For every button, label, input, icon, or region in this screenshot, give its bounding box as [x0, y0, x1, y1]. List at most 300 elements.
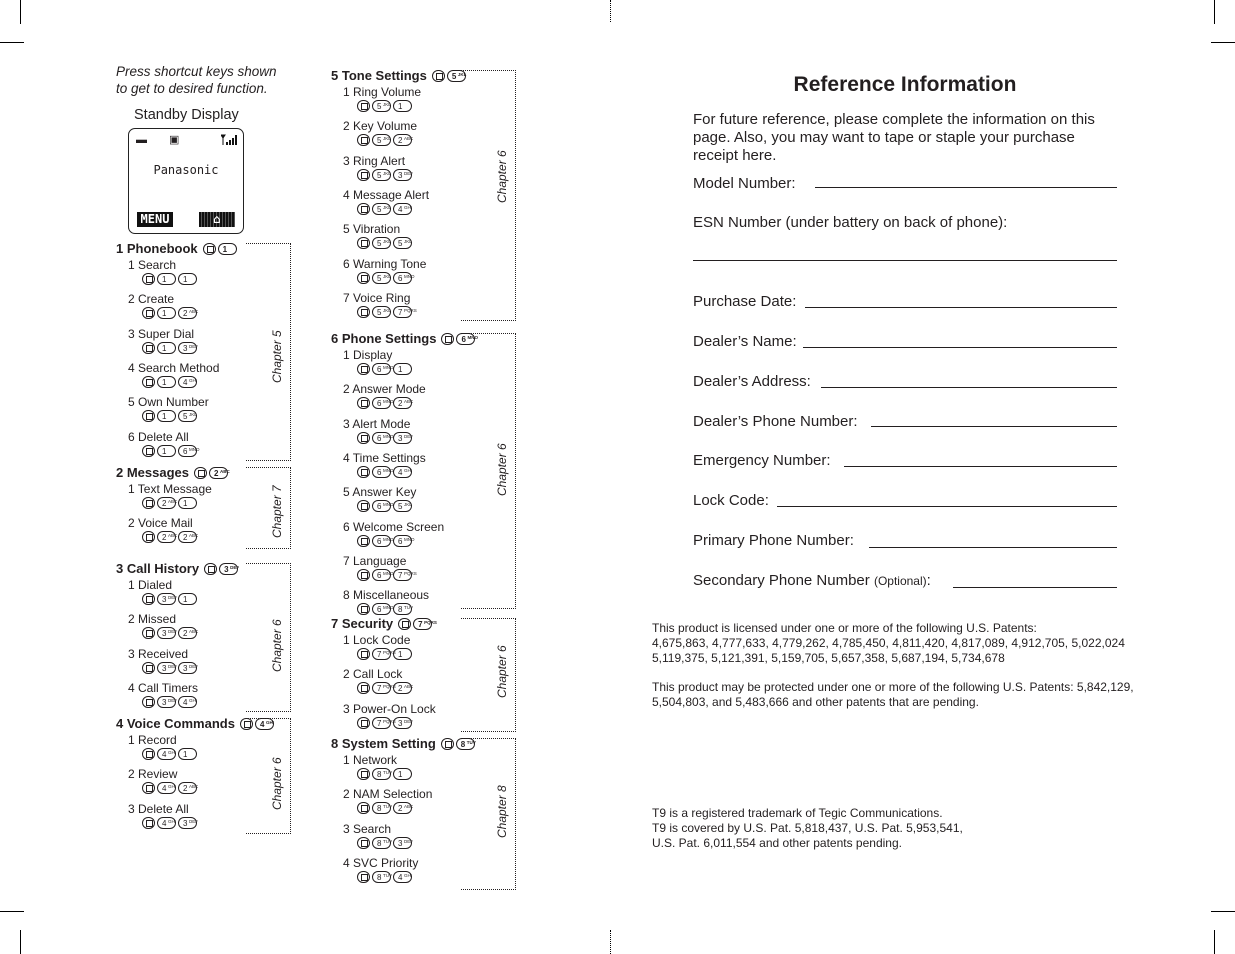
- shortcut-keys: [142, 627, 197, 639]
- patent-notice: This product is licensed under one or more of the following U.S. Patents: 4,675,863, 4,777,633, 4,779,262, 4,785,450, 4,811,420, 4,817,089, 4,912,705, 5,022,024 5,119,375, 5,121,391, 5,159,705, 5,657,358, 5,687,194, 5,734,678 This product may be protected under one or more of the following U.S. Patents: 5,842,129, 5,504,803, and 5,483,666 and other patents that are pending.: [652, 621, 1134, 709]
- key-6-icon: 6 MNO: [393, 272, 412, 284]
- menu-item-label: 3 Alert Mode: [343, 416, 411, 431]
- t9-notice: T9 is a registered trademark of Tegic Communications. T9 is covered by U.S. Pat. 5,818,437, U.S. Pat. 5,953,541, U.S. Pat. 6,011,554 and other patents pending.: [652, 806, 963, 850]
- menu-key-icon: [357, 134, 370, 146]
- key-1-icon: 1: [178, 273, 197, 285]
- menu-heading: [331, 736, 475, 751]
- menu-heading: [116, 561, 238, 576]
- menu-heading-label: 3 Call History: [116, 561, 200, 576]
- service-icon: ▣: [169, 134, 180, 146]
- reference-intro: For future reference, please complete the information on this page. Also, you may want to tape or staple your purchase receipt here.: [693, 111, 1095, 164]
- shortcut-keys: [357, 432, 412, 444]
- key-7-icon: 7 PQRS: [393, 306, 412, 318]
- key-3-icon: 3 DEF: [157, 696, 176, 708]
- menu-item: [343, 257, 426, 284]
- key-1-icon: 1: [393, 100, 412, 112]
- chapter-bracket: [246, 563, 291, 712]
- menu-item: [128, 516, 197, 543]
- menu-item-label: 3 Delete All: [128, 801, 189, 816]
- shortcut-keys: [142, 445, 200, 457]
- key-6-icon: 6 MNO: [372, 432, 391, 444]
- menu-item-label: 6 Delete All: [128, 429, 189, 444]
- menu-item: [343, 667, 412, 694]
- blank-line[interactable]: [777, 506, 1117, 507]
- menu-item-label: 4 Call Timers: [128, 680, 199, 695]
- signal-strength-icon: [221, 134, 237, 145]
- menu-key-icon: [142, 376, 155, 388]
- menu-heading-label: 5 Tone Settings: [331, 68, 427, 83]
- menu-key-icon: [357, 569, 370, 581]
- menu-item: [128, 395, 209, 422]
- key-1-icon: 1: [178, 497, 197, 509]
- shortcut-keys: [357, 272, 426, 284]
- menu-key-icon: [142, 273, 155, 285]
- menu-item-label: 7 Language: [343, 553, 407, 568]
- menu-heading: [116, 241, 237, 256]
- field-label: Dealer’s Phone Number:: [693, 413, 858, 430]
- shortcut-keys: [142, 342, 197, 354]
- shortcut-keys: [142, 662, 197, 674]
- menu-heading: [331, 616, 437, 631]
- blank-line[interactable]: [953, 587, 1117, 588]
- shortcut-keys: [204, 563, 238, 575]
- menu-key-icon: [357, 100, 370, 112]
- key-4-icon: 4 GHI: [157, 817, 176, 829]
- lock-code-field: [693, 492, 769, 509]
- menu-item-label: 5 Own Number: [128, 395, 209, 410]
- chapter-label: Chapter 5: [270, 330, 284, 383]
- menu-item-label: 5 Vibration: [343, 222, 401, 237]
- blank-line[interactable]: [693, 260, 1117, 261]
- field-label: Dealer’s Address:: [693, 373, 811, 390]
- standby-display-label: Standby Display: [134, 107, 239, 123]
- key-6-icon: 6 MNO: [372, 500, 391, 512]
- key-1-icon: 1: [157, 342, 176, 354]
- key-7-icon: 7 PQRS: [393, 569, 412, 581]
- crop-mark: [1211, 911, 1235, 912]
- menu-item: [343, 382, 426, 409]
- menu-item-label: 4 SVC Priority: [343, 855, 419, 870]
- menu-key-icon: [441, 738, 454, 750]
- menu-item: [128, 767, 197, 794]
- key-7-icon: 7 PQRS: [372, 682, 391, 694]
- purchase-date-field: [693, 293, 796, 310]
- menu-item: [343, 85, 421, 112]
- menu-item-label: 1 Text Message: [128, 482, 212, 496]
- menu-key-icon: [142, 662, 155, 674]
- key-4-icon: 4 GHI: [178, 696, 197, 708]
- field-label: Purchase Date:: [693, 293, 797, 310]
- field-colon: :: [926, 572, 931, 589]
- key-8-icon: 8 TUV: [372, 837, 391, 849]
- menu-key-icon: [142, 696, 155, 708]
- menu-key-icon: [203, 243, 216, 255]
- menu-item: [128, 802, 197, 829]
- menu-key-icon: [142, 782, 155, 794]
- field-label: Model Number:: [693, 175, 796, 192]
- chapter-bracket: [246, 467, 291, 549]
- dealer-phone-field: [693, 413, 858, 430]
- menu-key-icon: [357, 535, 370, 547]
- key-4-icon: 4 GHI: [393, 203, 412, 215]
- key-6-icon: 6 MNO: [372, 569, 391, 581]
- key-5-icon: 5 JKL: [372, 203, 391, 215]
- menu-item-label: 2 Create: [128, 292, 175, 307]
- shortcut-keys: [357, 603, 429, 615]
- key-6-icon: 6 MNO: [456, 333, 475, 345]
- blank-line[interactable]: [869, 547, 1117, 548]
- menu-item: [128, 647, 197, 674]
- menu-item: [128, 612, 197, 639]
- menu-heading-label: 1 Phonebook: [116, 241, 198, 256]
- key-5-icon: 5 JKL: [372, 237, 391, 249]
- key-3-icon: 3 DEF: [393, 432, 412, 444]
- chapter-bracket: [246, 243, 291, 461]
- menu-heading-label: 4 Voice Commands: [116, 716, 235, 731]
- shortcut-keys: [357, 134, 417, 146]
- field-label: ESN Number (under battery on back of phone):: [693, 214, 1008, 231]
- menu-item: [343, 290, 417, 318]
- chapter-label: Chapter 6: [270, 619, 284, 672]
- shortcut-keys: [357, 648, 412, 660]
- crop-mark: [1214, 930, 1215, 954]
- menu-item-label: 8 Miscellaneous: [343, 588, 430, 603]
- key-5-icon: 5 JKL: [447, 70, 466, 82]
- menu-heading-label: 2 Messages: [116, 465, 189, 480]
- shortcut-keys: [357, 569, 417, 581]
- key-3-icon: 3 DEF: [157, 662, 176, 674]
- shortcut-keys: [357, 363, 412, 375]
- menu-item: [343, 588, 429, 615]
- menu-key-icon: [357, 500, 370, 512]
- chapter-label: Chapter 6: [495, 645, 509, 698]
- menu-item-label: 3 Received: [128, 646, 189, 661]
- key-6-icon: 6 MNO: [372, 466, 391, 478]
- blank-line[interactable]: [815, 187, 1117, 188]
- menu-item-label: 1 Display: [343, 348, 393, 362]
- optional-note: (Optional): [873, 574, 927, 588]
- key-4-icon: 4 GHI: [157, 782, 176, 794]
- page-title: Reference Information: [793, 73, 1017, 96]
- shortcut-keys: [357, 100, 421, 112]
- crop-mark: [20, 0, 21, 24]
- menu-key-icon: [357, 603, 370, 615]
- standby-display: [128, 128, 244, 234]
- menu-key-icon: [357, 306, 370, 318]
- blank-line[interactable]: [821, 387, 1117, 388]
- menu-key-icon: [357, 802, 370, 814]
- menu-item-label: 1 Lock Code: [343, 633, 411, 647]
- key-1-icon: 1: [157, 445, 176, 457]
- shortcut-keys: [357, 237, 412, 249]
- chapter-bracket: [246, 718, 291, 834]
- shortcut-keys: [142, 782, 197, 794]
- key-3-icon: 3 DEF: [178, 662, 197, 674]
- key-5-icon: 5 JKL: [372, 100, 391, 112]
- menu-key-icon: [142, 410, 155, 422]
- menu-key-icon: [142, 497, 155, 509]
- menu-key-icon: [357, 169, 370, 181]
- menu-heading-label: 6 Phone Settings: [331, 331, 437, 346]
- shortcut-keys: [357, 306, 417, 318]
- menu-item-label: 2 Answer Mode: [343, 382, 426, 397]
- menu-item: [343, 822, 412, 849]
- menu-item: [343, 633, 412, 660]
- blank-line[interactable]: [805, 307, 1117, 308]
- key-8-icon: 8 TUV: [372, 802, 391, 814]
- key-2-icon: 2 ABC: [178, 531, 197, 543]
- menu-key-icon: [142, 531, 155, 543]
- battery-icon: ▬: [136, 134, 147, 146]
- field-label: Dealer’s Name:: [693, 333, 797, 350]
- key-1-icon: 1: [178, 593, 197, 605]
- menu-item-label: 6 Welcome Screen: [343, 519, 445, 534]
- shortcut-keys: [142, 531, 197, 543]
- menu-item: [343, 154, 412, 181]
- key-3-icon: 3 DEF: [393, 169, 412, 181]
- menu-item: [128, 681, 198, 708]
- crop-mark: [20, 930, 21, 954]
- shortcut-keys: [357, 169, 412, 181]
- menu-key-icon: [357, 717, 370, 729]
- menu-item-label: 6 Warning Tone: [343, 256, 427, 271]
- fold-mark: [610, 0, 611, 22]
- phonebook-softkey-icon: ⌂: [199, 212, 235, 227]
- menu-heading: [331, 331, 478, 346]
- chapter-label: Chapter 7: [270, 485, 284, 538]
- key-3-icon: 3 DEF: [178, 817, 197, 829]
- menu-key-icon: [142, 627, 155, 639]
- menu-item-label: 4 Time Settings: [343, 450, 426, 465]
- shortcut-keys: [357, 535, 444, 547]
- shortcut-keys: [142, 307, 197, 319]
- shortcut-keys: [357, 682, 412, 694]
- key-6-icon: 6 MNO: [372, 363, 391, 375]
- shortcut-keys: [357, 717, 436, 729]
- key-2-icon: 2 ABC: [157, 497, 176, 509]
- key-5-icon: 5 JKL: [372, 306, 391, 318]
- menu-item: [343, 417, 412, 444]
- key-2-icon: 2 ABC: [157, 531, 176, 543]
- key-7-icon: 7 PQRS: [372, 717, 391, 729]
- fold-mark: [610, 930, 611, 954]
- key-2-icon: 2 ABC: [178, 307, 197, 319]
- menu-item-label: 1 Search: [128, 258, 177, 272]
- crop-mark: [0, 911, 24, 912]
- menu-item-label: 1 Dialed: [128, 578, 173, 592]
- key-5-icon: 5 JKL: [372, 134, 391, 146]
- key-6-icon: 6 MNO: [178, 445, 197, 457]
- menu-item: [343, 520, 444, 547]
- menu-item-label: 2 Call Lock: [343, 667, 403, 682]
- field-label: Emergency Number:: [693, 452, 831, 469]
- key-3-icon: 3 DEF: [178, 342, 197, 354]
- menu-item-label: 3 Ring Alert: [343, 153, 406, 168]
- chapter-label: Chapter 6: [270, 757, 284, 810]
- key-1-icon: 1: [178, 748, 197, 760]
- menu-item-label: 3 Search: [343, 821, 392, 836]
- key-1-icon: 1: [393, 363, 412, 375]
- menu-item-label: 1 Record: [128, 733, 177, 747]
- key-4-icon: 4 GHI: [393, 466, 412, 478]
- key-3-icon: 3 DEF: [157, 593, 176, 605]
- menu-item-label: 2 NAM Selection: [343, 787, 433, 802]
- key-4-icon: 4 GHI: [255, 718, 274, 730]
- menu-item: [128, 733, 197, 760]
- menu-item: [343, 753, 412, 780]
- blank-line[interactable]: [844, 466, 1117, 467]
- key-3-icon: 3 DEF: [393, 717, 412, 729]
- menu-item-label: 2 Key Volume: [343, 119, 418, 134]
- key-1-icon: 1: [157, 376, 176, 388]
- menu-key-icon: [357, 682, 370, 694]
- key-7-icon: 7 PQRS: [413, 618, 432, 630]
- key-4-icon: 4 GHI: [393, 871, 412, 883]
- menu-heading-label: 7 Security: [331, 616, 394, 631]
- menu-item: [128, 361, 219, 388]
- key-6-icon: 6 MNO: [393, 535, 412, 547]
- shortcut-keys: [142, 273, 197, 285]
- menu-item: [128, 258, 197, 285]
- key-6-icon: 6 MNO: [372, 603, 391, 615]
- menu-key-icon: [142, 445, 155, 457]
- menu-key-icon: [357, 237, 370, 249]
- key-5-icon: 5 JKL: [372, 272, 391, 284]
- menu-key-icon: [142, 748, 155, 760]
- key-1-icon: 1: [157, 307, 176, 319]
- dealer-name-field: [693, 333, 797, 350]
- model-number-field: [693, 175, 796, 192]
- esn-number-field: [693, 214, 1007, 231]
- key-2-icon: 2 ABC: [178, 782, 197, 794]
- key-8-icon: 8 TUV: [393, 603, 412, 615]
- crop-mark: [1214, 0, 1215, 24]
- menu-key-icon: [357, 466, 370, 478]
- shortcut-keys: [142, 748, 197, 760]
- menu-item: [343, 348, 412, 375]
- menu-item-label: 1 Ring Volume: [343, 85, 422, 99]
- shortcut-keys: [142, 817, 197, 829]
- key-6-icon: 6 MNO: [372, 535, 391, 547]
- shortcut-keys: [203, 243, 237, 255]
- menu-item: [343, 119, 417, 146]
- shortcut-keys: [142, 593, 197, 605]
- menu-item: [343, 856, 418, 883]
- menu-key-icon: [357, 871, 370, 883]
- key-3-icon: 3 DEF: [157, 627, 176, 639]
- menu-item: [343, 787, 432, 814]
- menu-item: [128, 578, 197, 605]
- menu-key-icon: [441, 333, 454, 345]
- key-2-icon: 2 ABC: [393, 397, 412, 409]
- menu-item: [343, 188, 429, 215]
- field-label: Lock Code:: [693, 492, 769, 509]
- menu-key-icon: [142, 342, 155, 354]
- menu-item: [343, 451, 426, 478]
- menu-item-label: 5 Answer Key: [343, 485, 417, 500]
- menu-item: [128, 292, 197, 319]
- blank-line[interactable]: [803, 347, 1117, 348]
- menu-key-icon: [398, 618, 411, 630]
- key-8-icon: 8 TUV: [372, 871, 391, 883]
- field-label: Primary Phone Number:: [693, 532, 854, 549]
- menu-key-icon: [357, 837, 370, 849]
- primary-phone-field: [693, 532, 854, 549]
- key-2-icon: 2 ABC: [393, 134, 412, 146]
- menu-item: [128, 429, 200, 457]
- menu-item: [343, 553, 417, 581]
- key-5-icon: 5 JKL: [393, 237, 412, 249]
- menu-item-label: 2 Missed: [128, 612, 177, 627]
- menu-item-label: 4 Message Alert: [343, 187, 430, 202]
- menu-key-icon: [357, 397, 370, 409]
- menu-item: [343, 702, 436, 729]
- key-7-icon: 7 PQRS: [372, 648, 391, 660]
- menu-softkey: MENU: [137, 212, 173, 227]
- key-4-icon: 4 GHI: [157, 748, 176, 760]
- key-8-icon: 8 TUV: [372, 768, 391, 780]
- menu-item-label: 3 Super Dial: [128, 326, 195, 341]
- key-2-icon: 2 ABC: [209, 467, 228, 479]
- key-5-icon: 5 JKL: [372, 169, 391, 181]
- shortcut-keys: [357, 397, 426, 409]
- blank-line[interactable]: [871, 426, 1117, 427]
- menu-item-label: 3 Power-On Lock: [343, 701, 436, 716]
- menu-item-label: 2 Review: [128, 767, 178, 782]
- shortcut-keys: [142, 410, 209, 422]
- shortcut-keys: [357, 802, 432, 814]
- key-4-icon: 4 GHI: [178, 376, 197, 388]
- secondary-phone-field: [693, 572, 931, 589]
- key-2-icon: 2 ABC: [178, 627, 197, 639]
- shortcut-keys: [142, 696, 198, 708]
- chapter-label: Chapter 6: [495, 150, 509, 203]
- key-2-icon: 2 ABC: [393, 802, 412, 814]
- menu-item: [128, 482, 212, 509]
- emergency-number-field: [693, 452, 831, 469]
- menu-key-icon: [142, 307, 155, 319]
- menu-item: [128, 327, 197, 354]
- menu-item: [343, 485, 416, 512]
- menu-key-icon: [357, 432, 370, 444]
- key-5-icon: 5 JKL: [178, 410, 197, 422]
- menu-key-icon: [357, 363, 370, 375]
- key-1-icon: 1: [218, 243, 237, 255]
- menu-item-label: 7 Voice Ring: [343, 290, 411, 305]
- key-6-icon: 6 MNO: [372, 397, 391, 409]
- menu-item-label: 2 Voice Mail: [128, 516, 193, 531]
- shortcut-keys: [357, 466, 426, 478]
- menu-key-icon: [142, 593, 155, 605]
- key-3-icon: 3 DEF: [393, 837, 412, 849]
- key-3-icon: 3 DEF: [219, 563, 238, 575]
- chapter-label: Chapter 6: [495, 443, 509, 496]
- menu-key-icon: [194, 467, 207, 479]
- key-1-icon: 1: [157, 273, 176, 285]
- shortcut-keys: [142, 376, 219, 388]
- menu-key-icon: [142, 817, 155, 829]
- shortcut-keys: [194, 467, 228, 479]
- menu-item-label: 4 Search Method: [128, 360, 220, 375]
- menu-key-icon: [432, 70, 445, 82]
- crop-mark: [0, 42, 24, 43]
- menu-key-icon: [357, 203, 370, 215]
- shortcut-keys: [398, 618, 437, 630]
- field-label: Secondary Phone Number: [693, 572, 870, 589]
- key-1-icon: 1: [393, 768, 412, 780]
- shortcut-keys: [142, 497, 212, 509]
- lcd-brand: Panasonic: [153, 163, 219, 177]
